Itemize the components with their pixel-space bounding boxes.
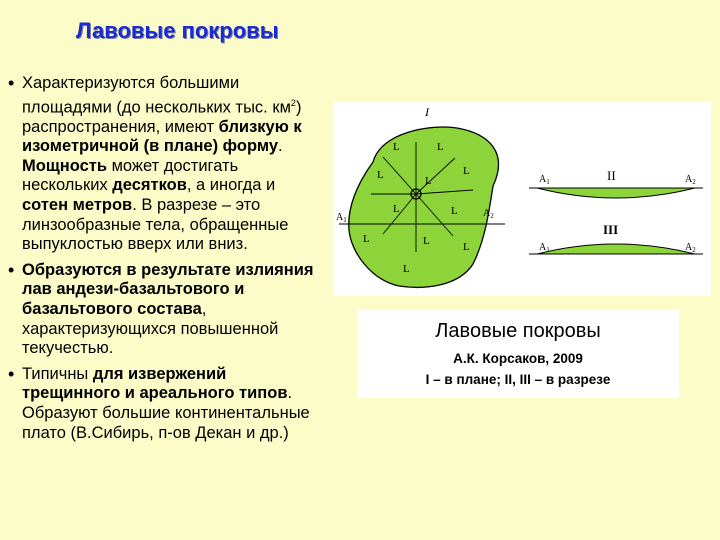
lava-symbol: L [393, 141, 400, 153]
section-ii-a1: $A_1$ [539, 174, 550, 186]
lava-plan-shape [349, 127, 499, 287]
bold-run: десятков [112, 176, 187, 195]
caption-legend: I – в плане; II, III – в разрезе [425, 372, 611, 387]
text-run: . [278, 137, 283, 156]
plan-label: I [425, 105, 429, 119]
lava-symbol: L [423, 235, 430, 247]
text-run: может достигать нескольких [22, 156, 239, 195]
lava-symbol: L [437, 141, 444, 153]
point-a2-label: $A_2$ [483, 208, 494, 220]
text-run: . Образуют большие континентальные плато (В.Сибирь, п-ов Декан и др.) [22, 384, 310, 442]
section-ii-a2: $A_2$ [685, 174, 696, 186]
section-iii-a2: $A_2$ [685, 242, 696, 254]
text-run: . В разрезе – это линзообразные тела, обращенные выпуклостью вверх или вниз. [22, 196, 289, 254]
bullet-origin [8, 261, 316, 359]
bold-run: близкую к изометричной (в плане) форму [22, 117, 302, 156]
text-run: , характеризующихся повышенной текучестью. [22, 300, 279, 358]
lava-figure [333, 102, 711, 296]
section-ii-label: II [607, 168, 616, 183]
text-run: Характеризуются большими площадями (до нескольких тыс. км [22, 74, 291, 117]
bullet-typical [8, 365, 316, 443]
bullet-characteristics [8, 74, 316, 255]
lava-symbol: L [425, 175, 432, 187]
text-run: Типичны [22, 364, 93, 383]
section-iii-a1: $A_1$ [539, 242, 550, 254]
bold-run: Образуются в результате излияния лав андези-базальтового и базальтового состава [22, 260, 314, 319]
lava-symbol: L [363, 233, 370, 245]
lava-symbol: L [463, 241, 470, 253]
lava-symbol: L [377, 169, 384, 181]
section-iii-label: III [603, 222, 619, 237]
text-run: ) распространения, имеют [22, 98, 302, 136]
section-iii-lens [537, 244, 695, 254]
point-a1-label: $A_1$ [336, 212, 347, 224]
lava-symbol: L [451, 205, 458, 217]
lava-symbol: L [403, 263, 410, 275]
section-ii-lens [537, 188, 695, 198]
lava-symbol: L [463, 165, 470, 177]
figure-caption [357, 310, 679, 398]
bold-run: Мощность [22, 156, 107, 175]
bold-run: для извержений трещинного и ареального типов [22, 364, 288, 403]
caption-author: А.К. Корсаков, 2009 [453, 351, 583, 366]
page-title: Лавовые покровы [76, 18, 279, 43]
caption-title: Лавовые покровы [435, 320, 601, 342]
bold-run: сотен метров [22, 196, 133, 215]
lava-symbol: L [393, 203, 400, 215]
superscript: 2 [290, 97, 296, 108]
lava-diagram [333, 102, 711, 296]
text-run: , а иногда и [186, 176, 276, 195]
body-text [8, 74, 316, 449]
